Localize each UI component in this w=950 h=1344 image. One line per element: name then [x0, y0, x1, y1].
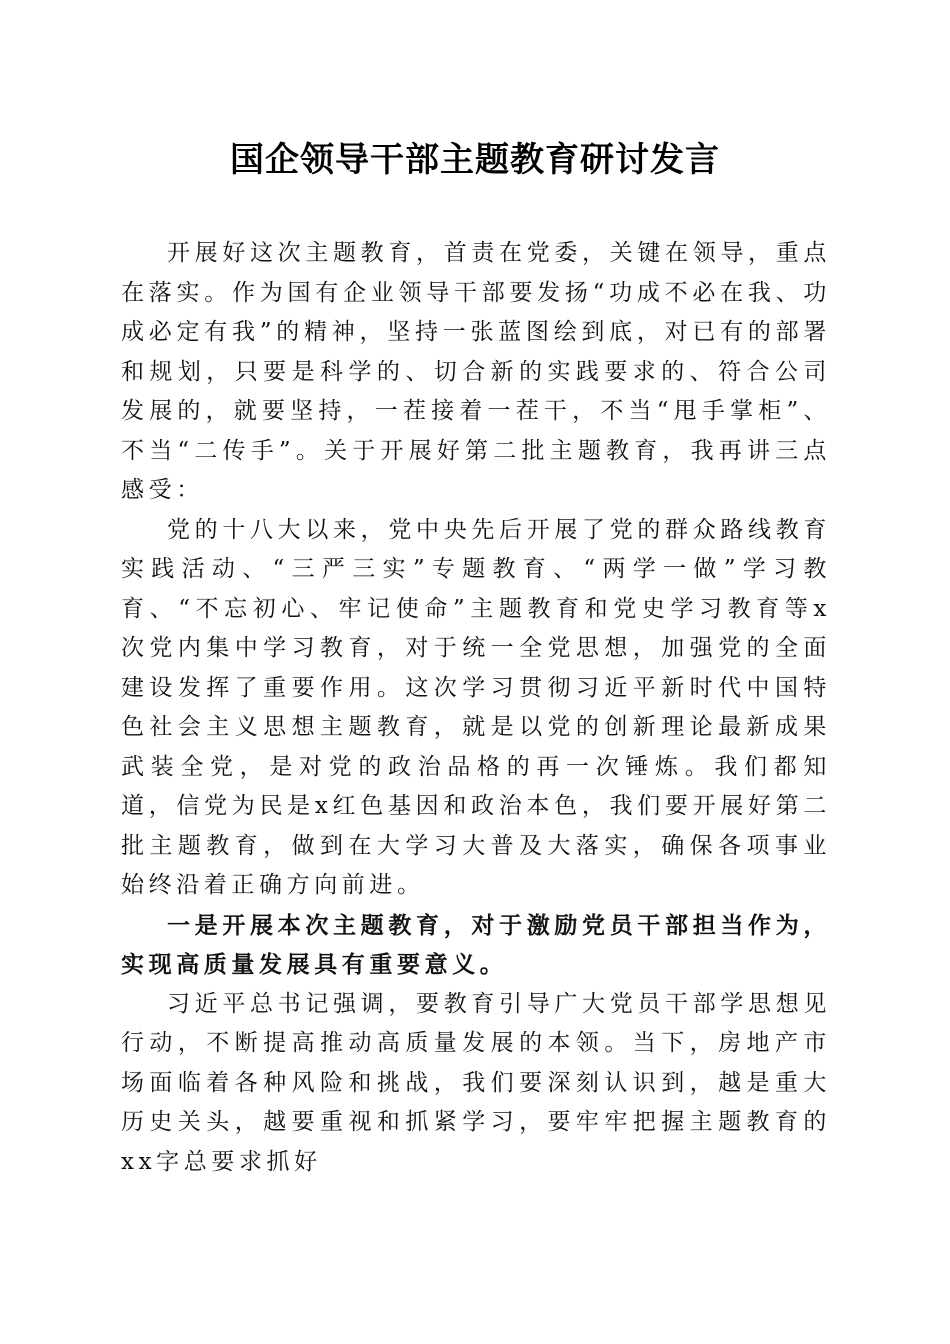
paragraph-intro: 开展好这次主题教育，首责在党委，关键在领导，重点在落实。作为国有企业领导干部要发扬“功成不必在我、功成必定有我”的精神，坚持一张蓝图绘到底，对已有的部署和规划，只要是科学的、切合新的实践要求的、符合公司发展的，就要坚持，一茬接着一茬干，不当“甩手掌柜”、不当“二传手”。关于开展好第二批主题教育，我再讲三点感受：	[121, 240, 831, 503]
document-title: 国企领导干部主题教育研讨发言	[230, 140, 720, 180]
paragraph-background: 党的十八大以来，党中央先后开展了党的群众路线教育实践活动、“三严三实”专题教育、“两学一做”学习教育、“不忘初心、牢记使命”主题教育和党史学习教育等x次党内集中学习教育，对于统一全党思想，加强党的全面建设发挥了重要作用。这次学习贯彻习近平新时代中国特色社会主义思想主题教育，就是以党的创新理论最新成果武装全党，是对党的政治品格的再一次锤炼。我们都知道，信党为民是x红色基因和政治本色，我们要开展好第二批主题教育，做到在大学习大普及大落实，确保各项事业始终沿着正确方向前进。	[121, 516, 831, 898]
paragraph-section-one: 习近平总书记强调，要教育引导广大党员干部学思想见行动，不断提高推动高质量发展的本领。当下，房地产市场面临着各种风险和挑战，我们要深刻认识到，越是重大历史关头，越要重视和抓紧学习，要牢牢把握主题教育的xx字总要求抓好	[121, 990, 831, 1175]
document-body	[121, 234, 831, 1182]
section-heading-one: 一是开展本次主题教育，对于激励党员干部担当作为，实现高质量发展具有重要意义。	[121, 911, 831, 978]
